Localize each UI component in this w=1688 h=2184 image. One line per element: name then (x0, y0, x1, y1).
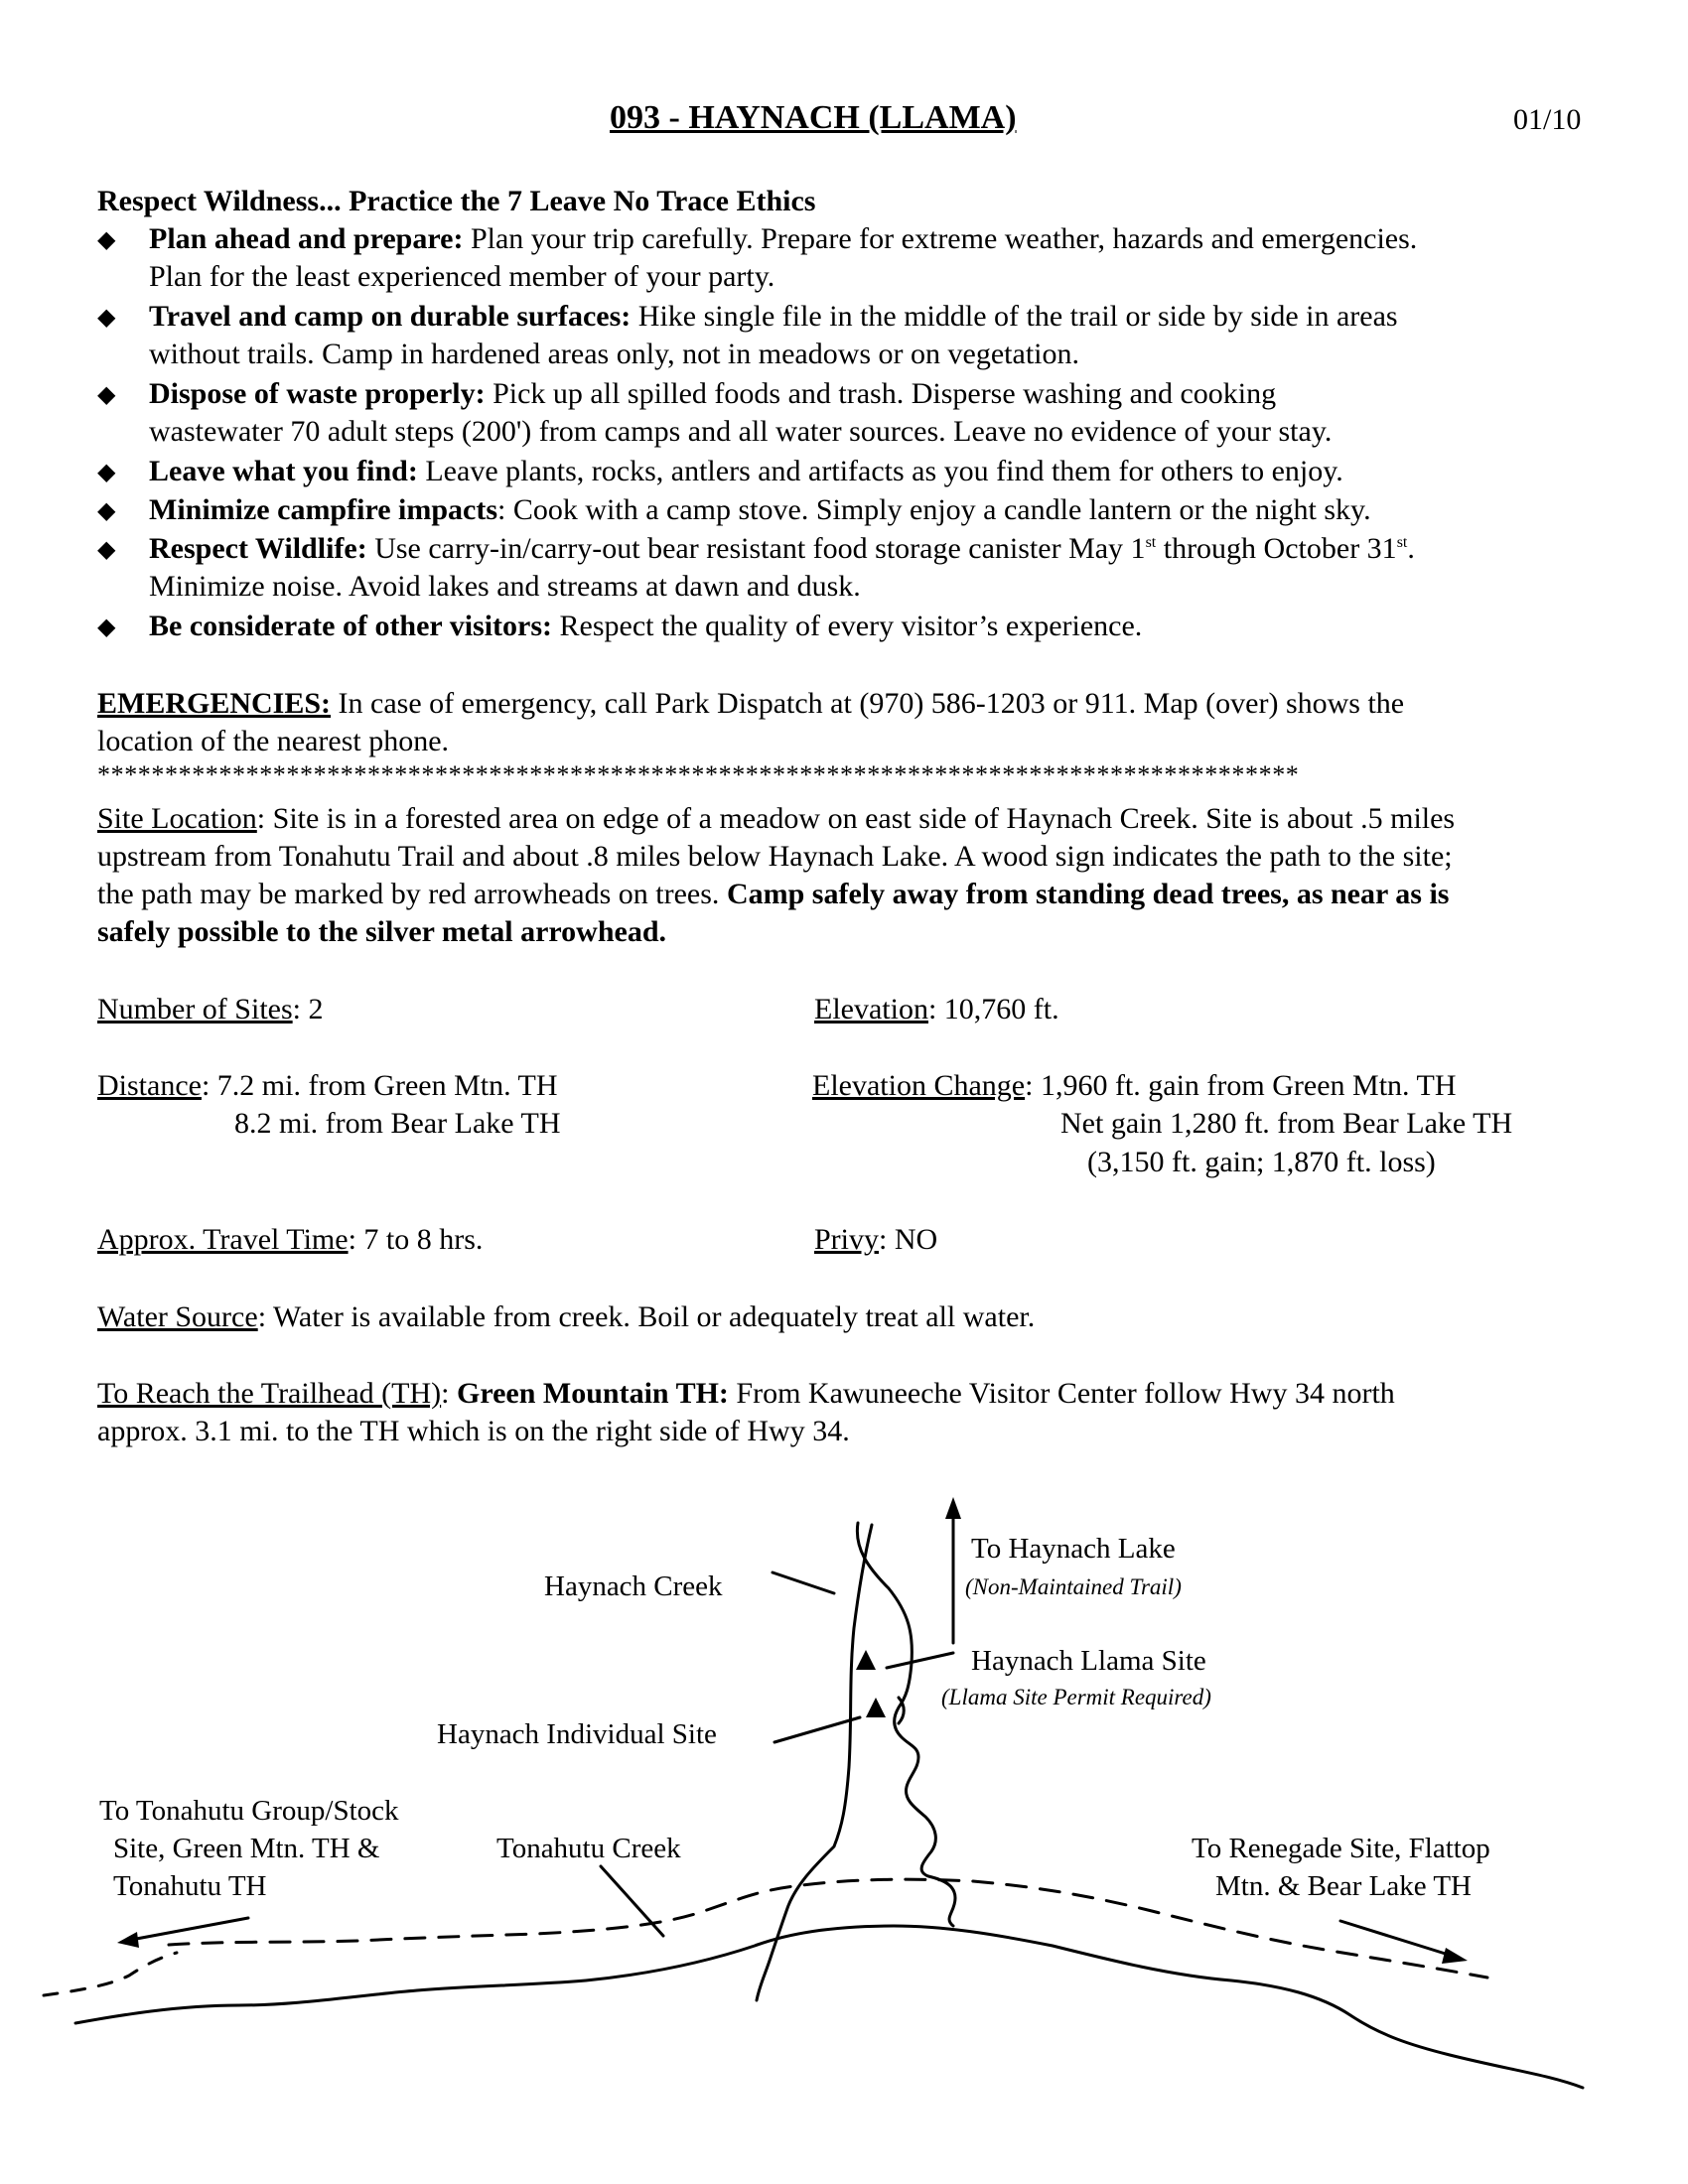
renegade-arrow-shaft (1340, 1921, 1452, 1956)
elevation: Elevation: 10,760 ft. (814, 993, 1059, 1025)
haynach-creek-line (757, 1525, 872, 2000)
privy: Privy: NO (814, 1223, 938, 1256)
renegade-arrowhead-icon (1442, 1948, 1468, 1964)
map-label-renegade-2: Mtn. & Bear Lake TH (1215, 1870, 1472, 1902)
lnt-item-wildlife-cont: Minimize noise. Avoid lakes and streams at dawn and dusk. (149, 570, 861, 603)
tonahutu-creek-line (75, 1926, 1583, 2088)
travel-time: Approx. Travel Time: 7 to 8 hrs. (97, 1223, 484, 1256)
elevation-change-line3: (3,150 ft. gain; 1,870 ft. loss) (1087, 1146, 1436, 1178)
lnt-item-campfire: Minimize campfire impacts: Cook with a camp stove. Simply enjoy a candle lantern or the night sky. (149, 493, 1371, 526)
tonahutu-creek-leader (601, 1866, 663, 1936)
trailhead-directions: To Reach the Trailhead (TH): Green Mountain TH: From Kawuneeche Visitor Center follow Hwy 34 north (97, 1377, 1395, 1410)
lnt-item-waste: Dispose of waste properly: Pick up all spilled foods and trash. Disperse washing and cooking (149, 377, 1277, 410)
site-location-line4: safely possible to the silver metal arrowhead. (97, 915, 667, 948)
distance-line2: 8.2 mi. from Bear Lake TH (234, 1107, 561, 1140)
map-label-llama-site: Haynach Llama Site (971, 1645, 1206, 1677)
map-label-renegade-1: To Renegade Site, Flattop (1192, 1833, 1490, 1864)
revision-date: 01/10 (1513, 103, 1582, 136)
lnt-item-travel-cont: without trails. Camp in hardened areas only, not in meadows or on vegetation. (149, 338, 1080, 370)
map-label-haynach-creek: Haynach Creek (544, 1570, 723, 1602)
lnt-item-visitors: Be considerate of other visitors: Respect the quality of every visitor’s experience. (149, 610, 1143, 642)
lnt-item-wildlife: Respect Wildlife: Use carry-in/carry-out bear resistant food storage canister May 1st through October 31st. (149, 532, 1415, 565)
site-path-line (899, 1698, 904, 1723)
page-title: 093 - HAYNACH (LLAMA) (610, 99, 1017, 136)
bullet-icon: ◆ (97, 614, 116, 640)
bullet-icon: ◆ (97, 305, 116, 331)
map-label-individual-site: Haynach Individual Site (437, 1718, 717, 1750)
bullet-icon: ◆ (97, 537, 116, 563)
emergencies-text: EMERGENCIES: In case of emergency, call Park Dispatch at (970) 586-1203 or 911. Map (over) shows the (97, 687, 1405, 720)
site-location-line3: the path may be marked by red arrowheads on trees. Camp safely away from standing dead trees, as near as is (97, 878, 1450, 910)
site-location: Site Location: Site is in a forested area on edge of a meadow on east side of Haynach Creek. Site is about .5 miles (97, 802, 1456, 835)
llama-site-leader (887, 1653, 953, 1668)
lnt-heading: Respect Wildness... Practice the 7 Leave No Trace Ethics (97, 185, 816, 217)
trailhead-directions-cont: approx. 3.1 mi. to the TH which is on the right side of Hwy 34. (97, 1415, 850, 1447)
map-label-to-haynach-lake: To Haynach Lake (971, 1533, 1176, 1565)
haynach-creek-leader (773, 1572, 834, 1593)
bullet-icon: ◆ (97, 382, 116, 408)
llama-site-triangle-icon (856, 1650, 876, 1670)
separator: ***************************************************************************************** (97, 760, 1300, 789)
map-label-tonahutu-creek: Tonahutu Creek (496, 1833, 681, 1864)
individual-site-leader (774, 1717, 860, 1742)
map-label-tonahutu-group-1: To Tonahutu Group/Stock (99, 1795, 399, 1827)
map-label-tonahutu-group-3: Tonahutu TH (113, 1870, 267, 1902)
lnt-item-waste-cont: wastewater 70 adult steps (200') from camps and all water sources. Leave no evidence of your stay. (149, 415, 1333, 448)
lnt-item-plan-cont: Plan for the least experienced member of your party. (149, 260, 775, 293)
map-label-llama-permit: (Llama Site Permit Required) (941, 1685, 1211, 1709)
number-of-sites: Number of Sites: 2 (97, 993, 324, 1025)
bullet-icon: ◆ (97, 227, 116, 253)
tonahutu-arrow-shaft (131, 1918, 248, 1940)
site-location-line2: upstream from Tonahutu Trail and about .8 miles below Haynach Lake. A wood sign indicates the path to the site; (97, 840, 1453, 873)
distance: Distance: 7.2 mi. from Green Mtn. TH (97, 1069, 558, 1102)
lake-arrowhead-icon (945, 1497, 961, 1519)
map-label-non-maintained: (Non-Maintained Trail) (965, 1574, 1182, 1599)
tonahutu-arrowhead-icon (117, 1932, 139, 1948)
bullet-icon: ◆ (97, 460, 116, 485)
bullet-icon: ◆ (97, 498, 116, 524)
map-label-tonahutu-group-2: Site, Green Mtn. TH & (113, 1833, 380, 1864)
individual-site-triangle-icon (866, 1698, 886, 1717)
elevation-change: Elevation Change: 1,960 ft. gain from Green Mtn. TH (812, 1069, 1457, 1102)
water-source: Water Source: Water is available from creek. Boil or adequately treat all water. (97, 1300, 1036, 1333)
west-trail-dashed (44, 1953, 177, 1995)
elevation-change-line2: Net gain 1,280 ft. from Bear Lake TH (1060, 1107, 1513, 1140)
lnt-item-travel: Travel and camp on durable surfaces: Hike single file in the middle of the trail or side by side in areas (149, 300, 1398, 333)
meadow-edge-line (857, 1523, 955, 1926)
emergencies-text-cont: location of the nearest phone. (97, 725, 450, 757)
lnt-item-leave: Leave what you find: Leave plants, rocks, antlers and artifacts as you find them for others to enjoy. (149, 455, 1343, 487)
lnt-item-plan: Plan ahead and prepare: Plan your trip carefully. Prepare for extreme weather, hazards and emergencies. (149, 222, 1418, 255)
